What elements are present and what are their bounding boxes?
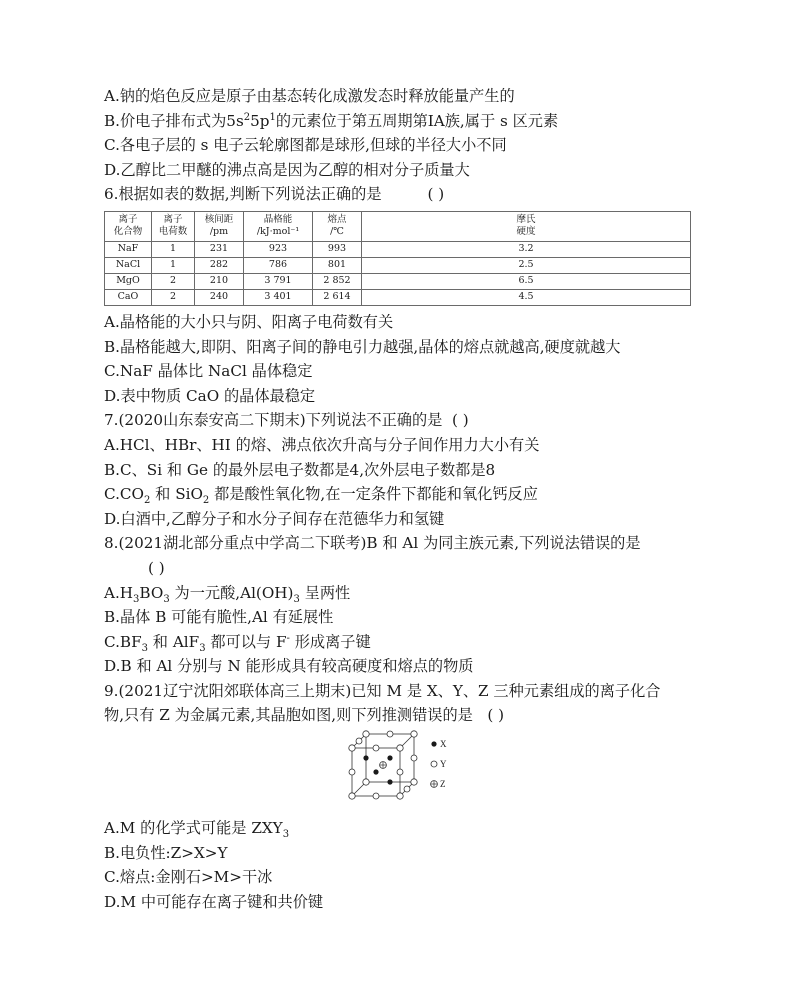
- table-header-cell: 离子 电荷数: [152, 211, 195, 241]
- table-cell: 6.5: [362, 273, 691, 289]
- table-row: [105, 257, 691, 273]
- worksheet-page: [104, 84, 704, 914]
- table-row: [105, 289, 691, 305]
- table-cell: 3.2: [362, 241, 691, 257]
- q7-stem: 7.(2020山东泰安高二下期末)下列说法不正确的是 ( ): [104, 411, 469, 430]
- table-cell: NaCl: [105, 257, 152, 273]
- table-cell: CaO: [105, 289, 152, 305]
- q6-stem: 6.根据如表的数据,判断下列说法正确的是 ( ): [104, 185, 445, 204]
- table-row: [105, 241, 691, 257]
- table-cell: 240: [195, 289, 244, 305]
- table-cell: 2: [152, 273, 195, 289]
- table-cell: 3 401: [244, 289, 313, 305]
- table-cell: 3 791: [244, 273, 313, 289]
- q8-option-a: $A.H_3BO_3$ 为一元酸$,Al(OH)_3$ 呈两性: [104, 583, 351, 605]
- legend-y-marker: [431, 761, 437, 767]
- legend-x-marker: [431, 741, 436, 746]
- table-cell: 993: [313, 241, 362, 257]
- table-cell: MgO: [105, 273, 152, 289]
- legend-x-label: X: [440, 739, 447, 750]
- table-header-cell: 晶格能 /kJ·mol⁻¹: [244, 211, 313, 241]
- table-header-cell: 熔点 /℃: [313, 211, 362, 241]
- table-cell: 2: [152, 289, 195, 305]
- table-cell: 2 852: [313, 273, 362, 289]
- q9-option-b: B.电负性:Z>X>Y: [104, 843, 228, 862]
- table-header-cell: 摩氏 硬度: [362, 211, 691, 241]
- table-cell: 1: [152, 257, 195, 273]
- table-row: [105, 273, 691, 289]
- table-cell: 801: [313, 257, 362, 273]
- q9-option-d: D.M 中可能存在离子键和共价键: [104, 892, 324, 911]
- q5-option-a: A.钠的焰色反应是原子由基态转化成激发态时释放能量产生的: [104, 87, 515, 105]
- q5-option-c: C.各电子层的 s 电子云轮廓图都是球形,但球的半径大小不同: [104, 136, 507, 155]
- q6-option-b: B.晶格能越大,即阴、阳离子间的静电引力越强,晶体的熔点就越高,硬度就越大: [104, 337, 621, 356]
- q7-option-a: A.HCl、HBr、HI 的熔、沸点依次升高与分子间作用力大小有关: [104, 435, 540, 454]
- q9-option-a: A.M 的化学式可能是 $ZXY_3$: [104, 819, 290, 841]
- table-cell: 786: [244, 257, 313, 273]
- q7-option-c: $C.CO_2$ 和 SiO$_2$ 都是酸性氧化物,在一定条件下都能和氧化钙反应: [104, 485, 538, 507]
- q5-option-d: D.乙醇比二甲醚的沸点高是因为乙醇的相对分子质量大: [104, 160, 470, 179]
- table-cell: NaF: [105, 241, 152, 257]
- q9-option-c: C.熔点:金刚石>M>干冰: [104, 868, 273, 887]
- table-cell: 2 614: [313, 289, 362, 305]
- unit-cell-diagram: [344, 730, 474, 810]
- table-cell: 4.5: [362, 289, 691, 305]
- table-header-cell: 核间距 /pm: [195, 211, 244, 241]
- q7-option-d: D.白酒中,乙醇分子和水分子间存在范德华力和氢键: [104, 509, 445, 528]
- table-cell: 210: [195, 273, 244, 289]
- q9-stem-line1: 9.(2021辽宁沈阳郊联体高三上期末)已知 M 是 X、Y、Z 三种元素组成的离子化合: [104, 681, 661, 700]
- q8-stem: 8.(2021湖北部分重点中学高二下联考)B 和 Al 为同主族元素,下列说法错误的是: [104, 534, 641, 553]
- q5-option-b: B.价电子排布式为$5s^25p^1$的元素位于第五周期第ⅠA族,属于 s 区元素: [104, 111, 559, 130]
- q7-option-b: B.C、Si 和 Ge 的最外层电子数都是4,次外层电子数都是8: [104, 460, 496, 479]
- q8-option-d: D.B 和 Al 分别与 N 能形成具有较高硬度和熔点的物质: [104, 657, 474, 676]
- legend-z-label: Z: [440, 779, 446, 790]
- q9-stem-line2: 物,只有 Z 为金属元素,其晶胞如图,则下列推测错误的是 ( ): [104, 706, 504, 725]
- q6-option-c: C.NaF 晶体比 NaCl 晶体稳定: [104, 362, 313, 381]
- q9-unit-cell-figure: [104, 730, 704, 812]
- table-cell: 282: [195, 257, 244, 273]
- table-cell: 923: [244, 241, 313, 257]
- q6-option-a: A.晶格能的大小只与阴、阳离子电荷数有关: [104, 312, 394, 331]
- legend-y-label: Y: [440, 759, 447, 770]
- table-header-row: [105, 211, 691, 241]
- q8-option-b: B.晶体 B 可能有脆性,Al 有延展性: [104, 608, 334, 627]
- table-cell: 2.5: [362, 257, 691, 273]
- q8-answer-paren: ( ): [148, 558, 165, 577]
- table-header-cell: 离子 化合物: [105, 211, 152, 241]
- table-cell: 1: [152, 241, 195, 257]
- q6-data-table: [104, 211, 691, 306]
- q8-option-c: $C.BF_3$ 和 AlF$_3$ 都可以与 F- 形成离子键: [104, 632, 371, 654]
- q6-option-d: D.表中物质 CaO 的晶体最稳定: [104, 386, 316, 405]
- table-cell: 231: [195, 241, 244, 257]
